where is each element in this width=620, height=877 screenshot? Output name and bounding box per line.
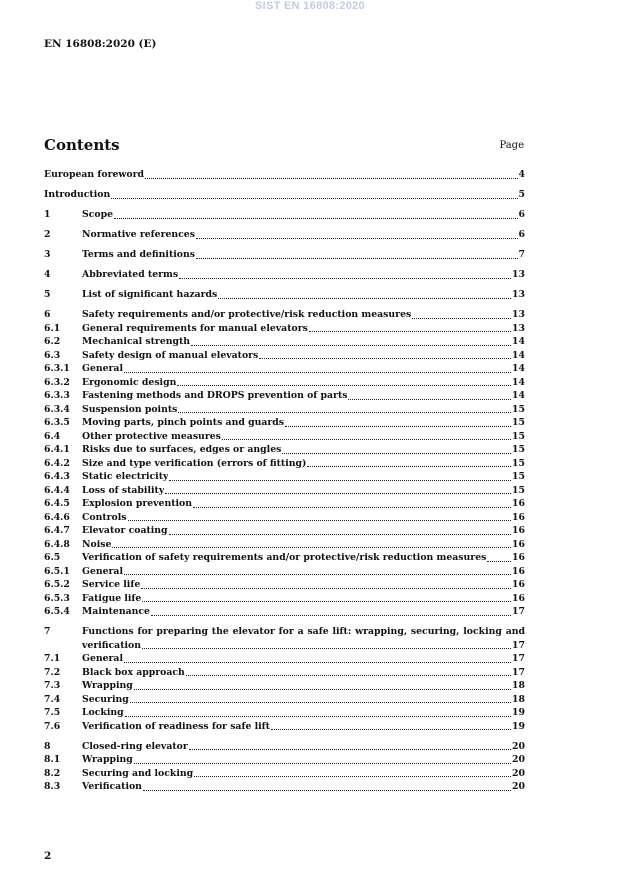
toc-entry-title: Loss of stability	[82, 484, 165, 496]
toc-entry-page: 14	[512, 376, 525, 388]
toc-entry-page: 6	[518, 229, 525, 240]
toc-entry-number: 8.1	[44, 754, 61, 765]
toc-entry-page: 5	[518, 189, 525, 200]
toc-entry-title: Mechanical strength	[82, 336, 191, 347]
toc-entry-number: 6.5.3	[44, 592, 70, 604]
toc-entry-number: 6.3.5	[44, 417, 70, 428]
toc-entry-number: 7.5	[44, 707, 61, 718]
dot-leader	[191, 345, 511, 346]
toc-entry-number: 6.4	[44, 430, 61, 442]
toc-entry-title-continued: verification	[82, 639, 141, 651]
toc-entry[interactable]	[44, 484, 525, 498]
toc-entry-title: List of significant hazards	[82, 289, 218, 300]
toc-entry-title: General	[82, 565, 123, 577]
toc-entry-number: 6.4.8	[44, 538, 70, 550]
dot-leader	[218, 298, 511, 299]
toc-entry-page: 19	[512, 720, 525, 732]
toc-entry-number: 6.2	[44, 336, 61, 347]
dot-leader	[125, 716, 511, 717]
toc-entry-page: 15	[512, 417, 525, 428]
toc-entry-page: 16	[512, 538, 525, 550]
toc-entry-page: 18	[512, 693, 525, 705]
toc-entry[interactable]	[44, 592, 525, 606]
dot-leader	[142, 601, 511, 602]
toc-entry-page: 20	[512, 740, 525, 752]
toc-entry-title: Static electricity	[82, 471, 169, 482]
toc-entry-title: Wrapping	[82, 754, 133, 765]
toc-entry-page: 17	[512, 666, 525, 678]
toc-entry[interactable]	[44, 524, 525, 538]
toc-entry-title: Normative references	[82, 229, 195, 240]
toc-entry-number: 6.5	[44, 552, 61, 563]
toc-entry-page: 4	[518, 169, 525, 180]
toc-entry-title: General	[82, 653, 123, 664]
dot-leader	[130, 702, 511, 703]
toc-entry[interactable]	[44, 538, 525, 552]
toc-entry-title: Fastening methods and DROPS prevention of parts	[82, 390, 348, 401]
toc-entry-title: Wrapping	[82, 680, 133, 691]
toc-entry-number: 6.4.4	[44, 484, 70, 496]
toc-entry[interactable]	[44, 208, 525, 222]
toc-entry-title: European foreword	[44, 169, 144, 180]
toc-entry-title: Verification of readiness for safe lift	[82, 720, 270, 732]
toc-entry-page: 20	[512, 781, 525, 792]
toc-entry-page: 6	[518, 209, 525, 220]
toc-entry-page: 17	[512, 653, 525, 664]
toc-entry-title: Size and type verification (errors of fitting)	[82, 457, 307, 469]
toc-entry-page: 16	[512, 511, 525, 523]
dot-leader	[143, 790, 511, 791]
toc-entry-page: 14	[512, 349, 525, 361]
dot-leader	[145, 178, 518, 179]
toc-entry-number: 7.3	[44, 680, 61, 691]
toc-entry-page: 17	[512, 606, 525, 617]
toc-entry-page: 15	[512, 403, 525, 415]
dot-leader	[194, 776, 511, 777]
toc-entry-page: 15	[512, 430, 525, 442]
toc-entry[interactable]	[44, 322, 525, 336]
toc-entry-page: 18	[512, 680, 525, 691]
toc-entry-number: 6.1	[44, 322, 61, 334]
dot-leader	[412, 318, 511, 319]
toc-entry[interactable]	[44, 767, 525, 781]
toc-entry-title: Controls	[82, 511, 127, 523]
toc-entry-page: 14	[512, 336, 525, 347]
dot-leader	[487, 561, 511, 562]
dot-leader	[177, 385, 511, 386]
toc-entry-title: Explosion prevention	[82, 498, 193, 509]
dot-leader	[348, 399, 511, 400]
dot-leader	[307, 466, 511, 467]
dot-leader	[134, 763, 511, 764]
toc-entry-page: 14	[512, 363, 525, 374]
toc-entry[interactable]	[44, 389, 525, 403]
dot-leader	[112, 547, 511, 548]
dot-leader	[179, 278, 511, 279]
toc-entry[interactable]	[44, 740, 525, 754]
toc-entry[interactable]	[44, 666, 525, 680]
toc-entry-title: Other protective measures	[82, 430, 221, 442]
toc-entry-page: 20	[512, 754, 525, 765]
page-column-label: Page	[499, 140, 524, 151]
toc-entry[interactable]	[44, 430, 525, 444]
dot-leader	[193, 507, 511, 508]
toc-entry-title: Locking	[82, 707, 124, 718]
dot-leader	[124, 372, 511, 373]
dot-leader	[189, 749, 511, 750]
toc-entry-number: 7.4	[44, 693, 61, 705]
toc-entry-page: 16	[512, 579, 525, 590]
toc-entry[interactable]	[44, 403, 525, 417]
toc-entry-number: 6.4.6	[44, 511, 70, 523]
toc-entry-number: 6.5.1	[44, 565, 70, 577]
toc-entry[interactable]	[44, 188, 525, 202]
toc-entry-number: 7.1	[44, 653, 61, 664]
toc-entry-number: 2	[44, 229, 51, 240]
dot-leader	[196, 238, 518, 239]
toc-entry-number: 5	[44, 289, 51, 300]
dot-leader	[142, 648, 511, 649]
toc-entry-title: Black box approach	[82, 666, 185, 678]
toc-entry-page: 13	[512, 289, 525, 300]
dot-leader	[196, 258, 518, 259]
toc-entry[interactable]	[44, 605, 525, 619]
toc-entry[interactable]	[44, 720, 525, 734]
toc-entry-title: Suspension points	[82, 403, 178, 415]
toc-entry[interactable]	[44, 679, 525, 693]
toc-entry-page: 15	[512, 484, 525, 496]
toc-entry-page: 19	[512, 707, 525, 718]
toc-entry-number: 6	[44, 309, 51, 320]
toc-entry-title: Ergonomic design	[82, 376, 177, 388]
toc-entry[interactable]	[44, 652, 525, 666]
dot-leader	[134, 689, 511, 690]
toc-entry-page: 15	[512, 471, 525, 482]
toc-entry-number: 3	[44, 249, 51, 260]
toc-entry[interactable]	[44, 335, 525, 349]
toc-entry-number: 7	[44, 626, 51, 637]
toc-entry-title: Verification	[82, 781, 142, 792]
toc-entry[interactable]	[44, 565, 525, 579]
toc-entry-number: 8.3	[44, 781, 61, 792]
toc-entry[interactable]	[44, 457, 525, 471]
dot-leader	[114, 218, 518, 219]
toc-entry-page: 14	[512, 390, 525, 401]
toc-entry-title: Service life	[82, 579, 141, 590]
toc-entry[interactable]	[44, 578, 525, 592]
toc-entry-number: 4	[44, 269, 51, 280]
toc-entry-title: Introduction	[44, 189, 111, 200]
dot-leader	[124, 662, 511, 663]
toc-entry-page: 7	[518, 249, 525, 260]
toc-entry[interactable]	[44, 511, 525, 525]
toc-entry[interactable]	[44, 308, 525, 322]
toc-entry-page: 13	[512, 322, 525, 334]
toc-entry-number: 6.3.2	[44, 376, 70, 388]
toc-entry-title: Moving parts, pinch points and guards	[82, 417, 284, 428]
toc-entry-number: 6.3.4	[44, 403, 70, 415]
toc-entry-number: 6.4.7	[44, 525, 70, 536]
dot-leader	[111, 198, 517, 199]
toc-entry-page: 16	[512, 552, 525, 563]
toc-entry-title: Verification of safety requirements and/or protective/risk reduction measures	[82, 552, 487, 563]
toc-entry-page: 16	[512, 525, 525, 536]
dot-leader	[282, 453, 511, 454]
dot-leader	[271, 729, 511, 730]
toc-entry-title: General requirements for manual elevators	[82, 322, 308, 334]
toc-entry-number: 6.3	[44, 349, 61, 361]
toc-entry[interactable]	[44, 780, 525, 794]
toc-entry-page: 17	[512, 639, 525, 651]
toc-entry-number: 8	[44, 740, 51, 752]
toc-entry[interactable]	[44, 693, 525, 707]
toc-entry-page: 13	[512, 309, 525, 320]
toc-entry-title: Securing and locking	[82, 767, 194, 779]
dot-leader	[169, 534, 511, 535]
toc-entry-title: Terms and definitions	[82, 249, 195, 260]
dot-leader	[151, 615, 511, 616]
toc-entry-title: Scope	[82, 209, 113, 220]
toc-entry[interactable]	[44, 443, 525, 457]
toc-entry-page: 16	[512, 592, 525, 604]
contents-heading: Contents	[44, 136, 120, 154]
toc-entry-number: 6.4.2	[44, 457, 70, 469]
page-number: 2	[44, 850, 52, 862]
toc-entry-number: 7.2	[44, 666, 61, 678]
toc-entry-title: Noise	[82, 538, 112, 550]
dot-leader	[285, 426, 511, 427]
toc-entry-page: 15	[512, 444, 525, 455]
dot-leader	[309, 331, 511, 332]
toc-entry-title: Functions for preparing the elevator for a safe lift: wrapping, securing, locking and	[82, 626, 525, 637]
dot-leader	[124, 574, 511, 575]
toc-entry-page: 16	[512, 498, 525, 509]
toc-entry[interactable]	[44, 288, 525, 302]
toc-entry-title: Securing	[82, 693, 129, 705]
toc-entry[interactable]	[44, 753, 525, 767]
toc-entry-number: 6.4.1	[44, 444, 70, 455]
toc-entry-page: 16	[512, 565, 525, 577]
toc-entry[interactable]	[44, 248, 525, 262]
toc-entry-title: Closed-ring elevator	[82, 740, 188, 752]
toc-entry[interactable]	[44, 268, 525, 282]
toc-entry[interactable]	[44, 349, 525, 363]
toc-entry[interactable]	[44, 376, 525, 390]
toc-entry-number: 6.3.1	[44, 363, 70, 374]
toc-entry-page: 20	[512, 767, 525, 779]
toc-entry[interactable]	[44, 228, 525, 242]
toc-entry[interactable]	[44, 497, 525, 511]
toc-entry-title: Fatigue life	[82, 592, 142, 604]
toc-entry-page: 13	[512, 269, 525, 280]
toc-entry-title: General	[82, 363, 123, 374]
toc-entry-page: 15	[512, 457, 525, 469]
toc-entry-title: Risks due to surfaces, edges or angles	[82, 444, 282, 455]
watermark: SIST EN 16808:2020	[255, 0, 365, 12]
dot-leader	[186, 675, 511, 676]
toc-entry-number: 8.2	[44, 767, 61, 779]
toc-entry[interactable]	[44, 362, 525, 376]
toc-entry[interactable]	[44, 470, 525, 484]
toc-entry-number: 6.4.3	[44, 471, 70, 482]
dot-leader	[128, 520, 512, 521]
toc-entry-title: Elevator coating	[82, 525, 168, 536]
toc-entry[interactable]	[44, 168, 525, 182]
toc-entry-number: 6.5.2	[44, 579, 70, 590]
dot-leader	[222, 439, 511, 440]
toc-entry-number: 6.3.3	[44, 390, 70, 401]
toc-entry[interactable]	[44, 551, 525, 565]
toc-entry-number: 6.4.5	[44, 498, 70, 509]
dot-leader	[259, 358, 511, 359]
toc-entry-number: 6.5.4	[44, 606, 70, 617]
toc-entry-number: 7.6	[44, 720, 61, 732]
toc-entry-title: Safety design of manual elevators	[82, 349, 259, 361]
dot-leader	[141, 588, 511, 589]
toc-entry-number: 1	[44, 209, 51, 220]
toc-entry[interactable]	[44, 416, 525, 430]
toc-entry-title: Safety requirements and/or protective/risk reduction measures	[82, 309, 412, 320]
document-id: EN 16808:2020 (E)	[44, 38, 157, 50]
dot-leader	[169, 480, 511, 481]
dot-leader	[178, 412, 511, 413]
dot-leader	[165, 493, 511, 494]
toc-entry[interactable]	[44, 706, 525, 720]
table-of-contents	[44, 168, 525, 794]
toc-entry[interactable]	[44, 625, 525, 652]
toc-entry-title: Abbreviated terms	[82, 269, 179, 280]
toc-entry-title: Maintenance	[82, 606, 150, 617]
